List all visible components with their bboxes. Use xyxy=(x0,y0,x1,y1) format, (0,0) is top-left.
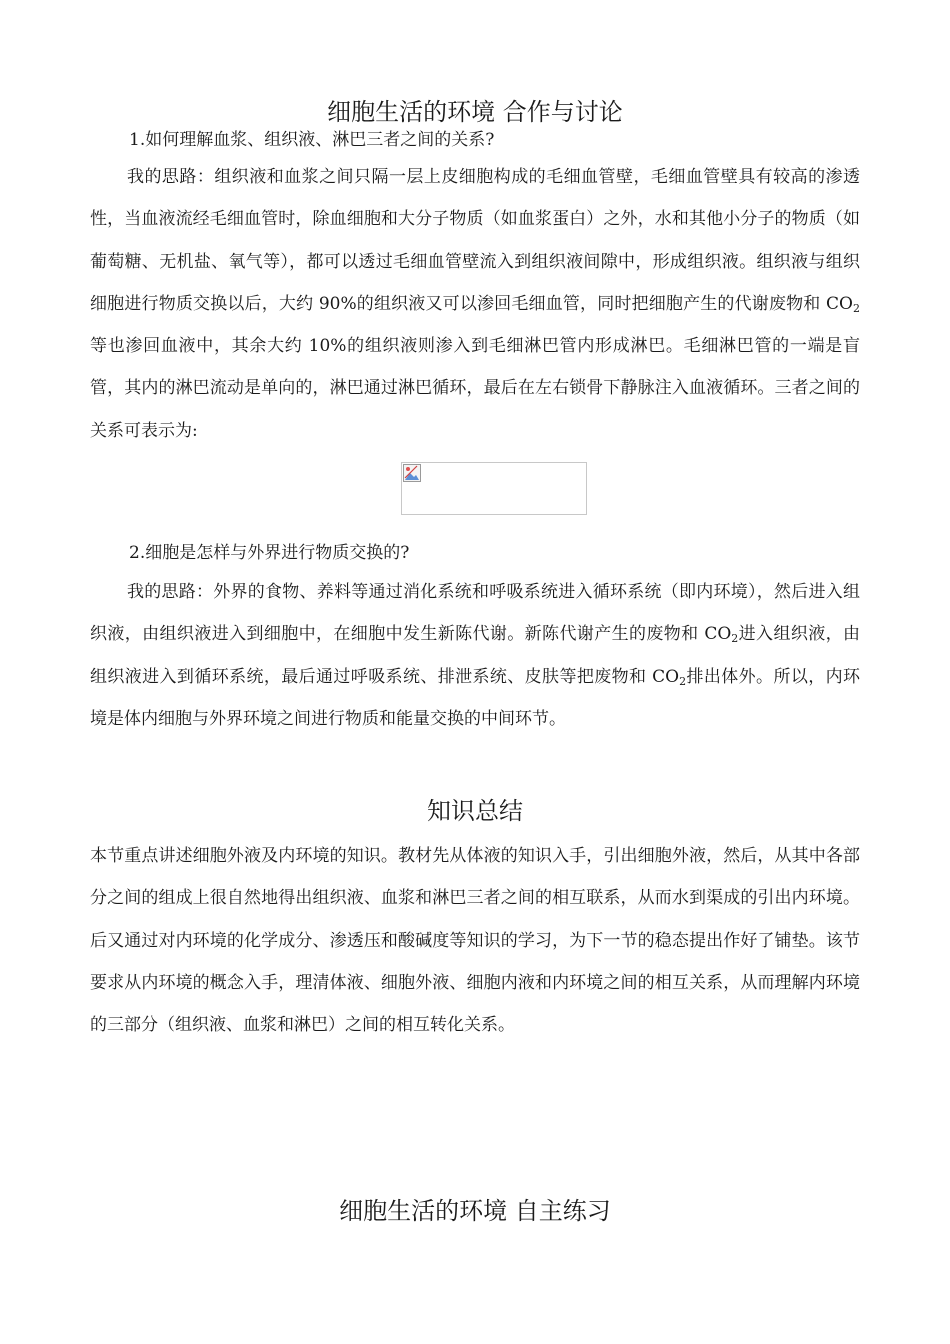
broken-image-icon xyxy=(403,464,421,482)
answer-2-text-a: 我的思路：外界的食物、养料等通过消化系统和呼吸系统进入循环系统（即内环境），然后进入组织液，由组织液进入到细胞中，在细胞中发生新陈代谢。新陈代谢产生的废物和 CO xyxy=(90,582,860,645)
question-2: 2.细胞是怎样与外界进行物质交换的? xyxy=(129,543,410,563)
co2-subscript: 2 xyxy=(679,674,687,688)
answer-1-paragraph xyxy=(90,156,860,452)
section-title-practice: 细胞生活的环境 自主练习 xyxy=(339,1197,611,1225)
answer-1-text-a: 我的思路：组织液和血浆之间只隔一层上皮细胞构成的毛细血管壁，毛细血管壁具有较高的渗透性，当血液流经毛细血管时，除血细胞和大分子物质（如血浆蛋白）之外，水和其他小分子的物质（如葡萄糖、无机盐、氧气等），都可以透过毛细血管壁流入到组织液间隙中，形成组织液。组织液与组织细胞进行物质交换以后，大约 90%的组织液又可以渗回毛细血管，同时把细胞产生的代谢废物和 CO xyxy=(90,167,860,314)
summary-paragraph: 本节重点讲述细胞外液及内环境的知识。教材先从体液的知识入手，引出细胞外液，然后，从其中各部分之间的组成上很自然地得出组织液、血浆和淋巴三者之间的相互联系，从而水到渠成的引出内环境。后又通过对内环境的化学成分、渗透压和酸碱度等知识的学习，为下一节的稳态提出作好了铺垫。该节要求从内环境的概念入手，理清体液、细胞外液、细胞内液和内环境之间的相互关系，从而理解内环境的三部分（组织液、血浆和淋巴）之间的相互转化关系。 xyxy=(90,846,860,1036)
answer-1-text-b: 等也渗回血液中，其余大约 10%的组织液则渗入到毛细淋巴管内形成淋巴。毛细淋巴管的一端是盲管，其内的淋巴流动是单向的，淋巴通过淋巴循环，最后在左右锁骨下静脉注入血液循环。三者之间的关系可表示为: xyxy=(90,336,860,441)
co2-subscript: 2 xyxy=(731,632,739,646)
answer-2-text-b: 进入组织液，由组织液进入到循环系统，最后通过呼吸系统、排泄系统、皮肤等把废物和 CO xyxy=(90,624,860,687)
answer-2-paragraph xyxy=(90,571,860,740)
section-title-summary: 知识总结 xyxy=(427,797,523,825)
question-1: 1.如何理解血浆、组织液、淋巴三者之间的关系? xyxy=(129,130,495,150)
section-title-cooperation: 细胞生活的环境 合作与讨论 xyxy=(327,98,623,126)
co2-subscript: 2 xyxy=(853,301,860,315)
relationship-diagram-image xyxy=(401,462,587,515)
answer-2-text-c: 排出体外。所以，内环境是体内细胞与外界环境之间进行物质和能量交换的中间环节。 xyxy=(90,666,860,729)
